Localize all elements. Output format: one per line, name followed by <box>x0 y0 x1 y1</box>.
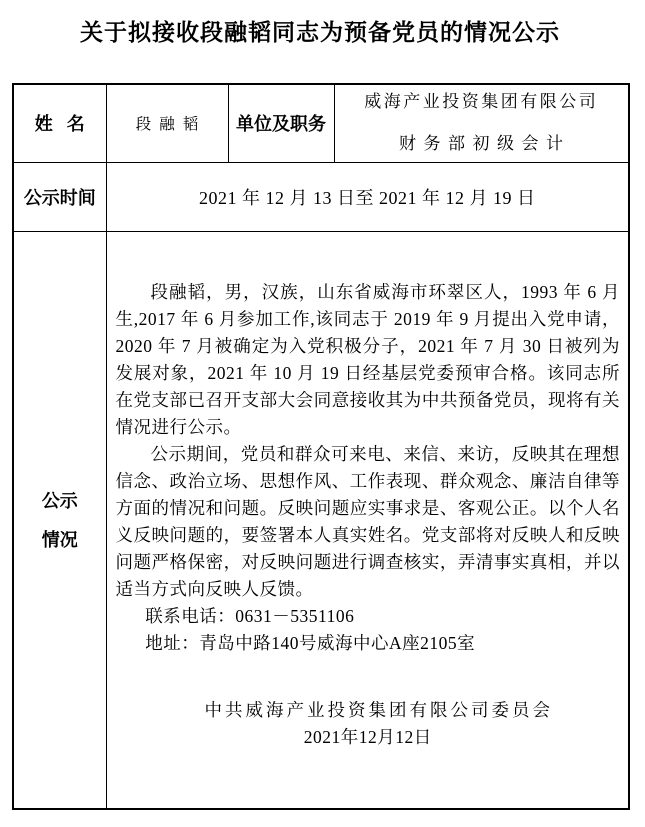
name-label: 姓 名 <box>13 84 106 162</box>
signature-committee: 中共威海产业投资集团有限公司委员会 <box>204 699 553 720</box>
details-label-line1: 公示 <box>41 491 78 512</box>
unit-position-line: 财务部初级会计 <box>399 134 571 154</box>
unit-position-label: 单位及职务 <box>228 84 334 162</box>
details-label-line2: 情况 <box>41 530 78 551</box>
contact-phone-line: 联系电话：0631－5351106 <box>145 605 355 626</box>
publicity-details-label <box>13 231 106 809</box>
table-row-name <box>13 84 629 162</box>
publicity-details-content <box>106 231 629 809</box>
name-value: 段融韬 <box>106 84 228 162</box>
publicity-period-value: 2021 年 12 月 13 日至 2021 年 12 月 19 日 <box>106 162 629 231</box>
table-row-details <box>13 231 629 809</box>
page-title: 关于拟接收段融韬同志为预备党员的情况公示 <box>80 19 560 45</box>
publicity-period-label: 公示时间 <box>13 162 106 231</box>
paragraph-feedback-rules: 公示期间，党员和群众可来电、来信、来访，反映其在理想信念、政治立场、思想作风、工作表现、群众观念、廉洁自律等方面的情况和问题。反映问题应实事求是、客观公正。以个人名义反映问题的，要签署本人真实姓名。党支部将对反映人和反映问题严格保密，对反映问题进行调查核实，弄清事实真相，并以适当方式向反映人反馈。 <box>115 443 620 599</box>
publicity-details-label-lines <box>14 487 106 552</box>
unit-company-line: 威海产业投资集团有限公司 <box>364 92 599 112</box>
signature-date: 2021年12月12日 <box>303 726 432 747</box>
announcement-table <box>12 83 630 810</box>
paragraph-biography: 段融韬，男，汉族，山东省威海市环翠区人，1993 年 6 月生,2017 年 6 月参加工作,该同志于 2019 年 9 月提出入党申请，2020 年 7 月被确定为入党积极分子，2021 年 7 月 30 日被列为发展对象，2021 年 10 月 19 日经基层党委预审合格。该同志所在党支部已召开支部大会同意接收其为中共预备党员，现将有关情况进行公示。 <box>115 281 620 437</box>
table-row-period <box>13 162 629 231</box>
address-line: 地址：青岛中路140号威海中心A座2105室 <box>145 632 476 653</box>
unit-position-value <box>334 84 629 162</box>
